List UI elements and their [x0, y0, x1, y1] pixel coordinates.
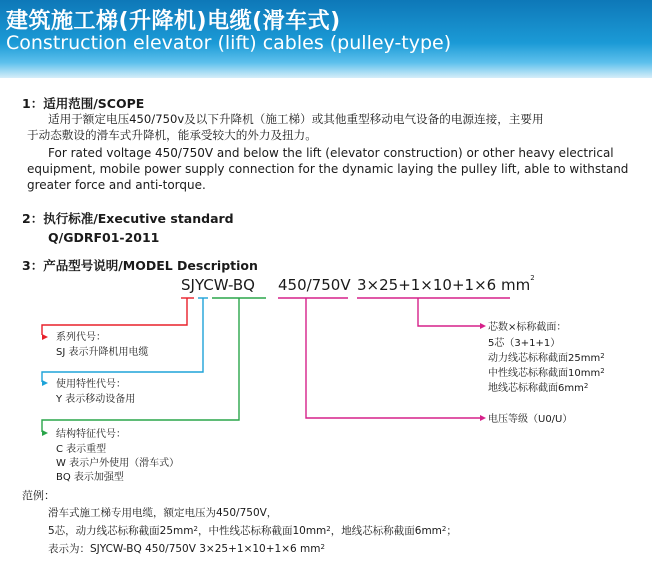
series-desc: SJ 表示升降机用电缆	[56, 347, 149, 358]
model-heading: 3：产品型号说明/MODEL Description	[22, 258, 258, 273]
structure-title: 结构特征代号：	[56, 429, 126, 440]
structure-w: W 表示户外使用（滑车式）	[56, 458, 180, 469]
scope-en-line2: equipment, mobile power supply connection for the dynamic laying the pulley lift, able to withstand	[27, 162, 629, 176]
structure-arrow-icon	[42, 430, 48, 436]
standard-value: Q/GDRF01-2011	[48, 230, 160, 245]
cores-power: 动力线芯标称截面$25mm^2$	[488, 352, 605, 364]
series-title: 系列代号：	[56, 332, 106, 343]
model-voltage: 450/750V	[278, 276, 351, 294]
cores-neutral: 中性线芯标称截面$10mm^2$	[488, 367, 605, 379]
spec-arrow-icon	[480, 323, 486, 329]
voltage-connector	[306, 298, 480, 418]
usage-title: 使用特性代号：	[56, 379, 126, 390]
series-connector	[42, 298, 187, 335]
cores-count: 5芯（3+1+1）	[488, 338, 561, 349]
spec-connector	[418, 298, 480, 326]
title-english: Construction elevator (lift) cables (pulley-type)	[6, 32, 452, 54]
cores-earth: 地线芯标称截面$6mm^2$	[488, 382, 589, 394]
example-label: 范例：	[22, 489, 55, 502]
scope-en-line1: For rated voltage 450/750V and below the lift (elevator construction) or other heavy electrical	[48, 146, 614, 160]
structure-bq: BQ 表示加强型	[56, 472, 124, 483]
cores-title: 芯数×标称截面：	[488, 322, 567, 333]
model-spec: 3×25+1×10+1×6 $mm^2$	[357, 274, 535, 294]
series-arrow-icon	[42, 334, 48, 340]
structure-connector	[42, 298, 239, 432]
standard-heading: 2：执行标准/Executive standard	[22, 211, 234, 226]
usage-arrow-icon	[42, 380, 48, 386]
scope-en-line3: greater force and anti-torque.	[27, 178, 206, 192]
example-line1: 滑车式施工梯专用电缆，额定电压为450/750V，	[48, 507, 278, 519]
example-line3: 表示为：SJYCW-BQ 450/750V 3×25+1×10+1×6 $mm^2$	[48, 543, 325, 555]
scope-cn-line2: 于动态敷设的滑车式升降机，能承受较大的外力及扭力。	[27, 128, 317, 142]
example-line2: 5芯，动力线芯标称截面$25mm^2$，中性线芯标称截面$10mm^2$，地线芯标称截面$6mm^2$；	[48, 525, 457, 537]
usage-desc: Y 表示移动设备用	[56, 394, 136, 405]
voltage-arrow-icon	[480, 415, 486, 421]
structure-c: C 表示重型	[56, 444, 107, 455]
model-code: SJYCW-BQ	[181, 276, 255, 294]
scope-cn-line1: 适用于额定电压450/750v及以下升降机（施工梯）或其他重型移动电气设备的电源连接，主要用	[48, 112, 544, 126]
scope-heading: 1：适用范围/SCOPE	[22, 96, 145, 111]
title-chinese: 建筑施工梯(升降机)电缆(滑车式)	[6, 9, 341, 34]
voltage-grade: 电压等级（U0/U）	[488, 414, 573, 425]
